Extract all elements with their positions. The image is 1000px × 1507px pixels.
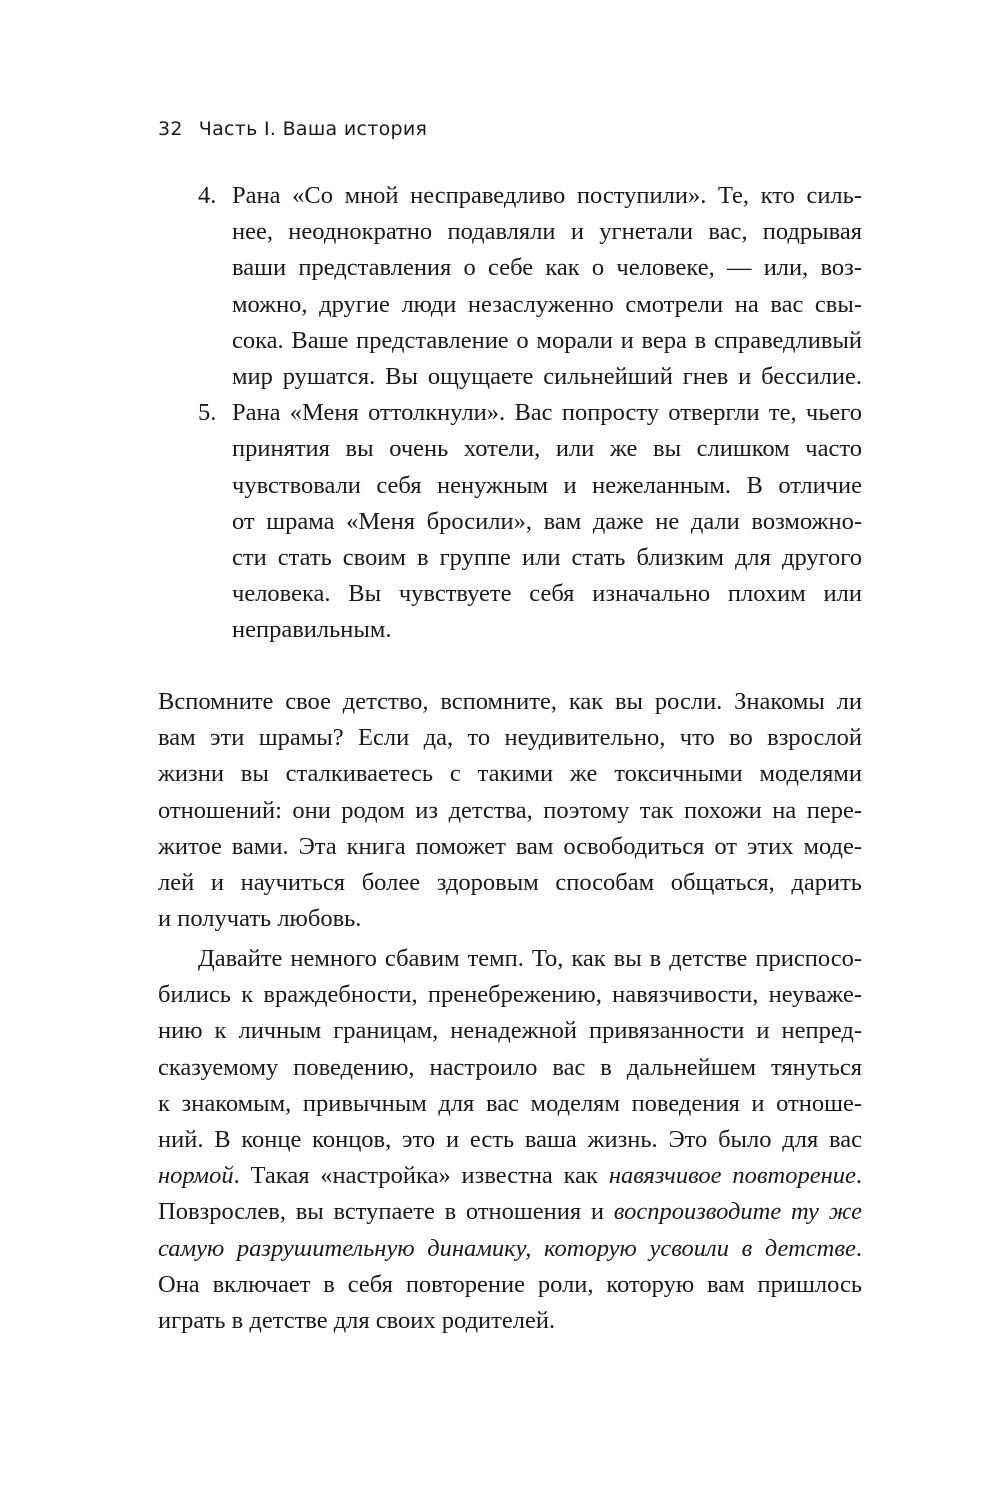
numbered-list bbox=[158, 178, 862, 648]
text-line: Она включает в себя повторение роли, которую вам пришлось bbox=[158, 1270, 862, 1298]
page-number: 32 bbox=[158, 118, 183, 140]
text-line bbox=[158, 1158, 862, 1194]
italic-text: самую разрушительную динамику, которую усвоили в детстве bbox=[158, 1234, 856, 1262]
text-line: сти стать своим в группе или стать близким для другого bbox=[232, 543, 862, 571]
text-line: бились к враждебности, пренебрежению, навязчивости, неуваже- bbox=[158, 981, 862, 1009]
text-line: сока. Ваше представление о морали и вера в справедливый bbox=[232, 326, 862, 354]
list-item bbox=[158, 395, 862, 648]
text-line: лей и научиться более здоровым способам общаться, дарить bbox=[158, 868, 862, 896]
text-line: можно, другие люди незаслуженно смотрели на вас свы- bbox=[232, 290, 862, 318]
text-line: Рана «Со мной несправедливо поступили». Те, кто силь- bbox=[232, 182, 862, 209]
text-span: . Такая «настройка» известна как bbox=[233, 1162, 609, 1190]
text-line: от шрама «Меня бросили», вам даже не дали возможно- bbox=[232, 507, 862, 535]
text-line: Давайте немного сбавим темп. То, как вы в детстве приспосо- bbox=[198, 945, 862, 972]
text-span: Повзрослев, вы вступаете в отношения и bbox=[158, 1198, 614, 1226]
text-line: вам эти шрамы? Если да, то неудивительно, что во взрослой bbox=[158, 724, 862, 752]
text-line: нее, неоднократно подавляли и угнетали вас, подрывая bbox=[232, 218, 862, 246]
running-head bbox=[158, 118, 427, 140]
text-line: нию к личным границам, ненадежной привязанности и непред- bbox=[158, 1017, 862, 1045]
paragraph-2 bbox=[158, 941, 862, 1339]
text-line: ваши представления о себе как о человеке, — или, воз- bbox=[232, 254, 862, 282]
text-line: и получать любовь. bbox=[158, 905, 362, 933]
text-line: человека. Вы чувствуете себя изначально плохим или bbox=[232, 580, 862, 608]
text-line: Рана «Меня оттолкнули». Вас попросту отвергли те, чьего bbox=[232, 399, 862, 427]
text-line: житое вами. Эта книга поможет вам освободиться от этих моде- bbox=[158, 832, 862, 860]
text-line: чувствовали себя ненужным и нежеланным. В отличие bbox=[232, 471, 862, 499]
running-title: Часть I. Ваша история bbox=[198, 118, 428, 140]
italic-text: воспроизводите ту же bbox=[613, 1198, 863, 1226]
text-line: Вспомните свое детство, вспомните, как вы росли. Знакомы ли bbox=[158, 688, 862, 715]
text-line: играть в детстве для своих родителей. bbox=[158, 1306, 556, 1334]
text-line: мир рушатся. Вы ощущаете сильнейший гнев и бессилие. bbox=[232, 362, 862, 390]
list-item-text bbox=[232, 395, 862, 648]
text-line: ний. В конце концов, это и есть ваша жизнь. Это было для вас bbox=[158, 1125, 862, 1153]
text-line: сказуемому поведению, настроило вас в дальнейшем тянуться bbox=[158, 1053, 862, 1081]
text-line: принятия вы очень хотели, или же вы слишком часто bbox=[232, 435, 862, 463]
list-item-text bbox=[232, 178, 862, 395]
text-line: отношений: они родом из детства, поэтому так похожи на пере- bbox=[158, 796, 862, 824]
text-span: . bbox=[855, 1162, 862, 1190]
text-line bbox=[158, 1194, 862, 1230]
text-line: к знакомым, привычным для вас моделям поведения и отноше- bbox=[158, 1089, 862, 1117]
list-item-number: 5. bbox=[198, 399, 217, 427]
italic-text: навязчивое повторение bbox=[608, 1162, 856, 1190]
italic-text: нормой bbox=[158, 1162, 234, 1190]
list-item bbox=[158, 178, 862, 395]
text-line: жизни вы сталкиваетесь с такими же токсичными моделями bbox=[158, 760, 862, 788]
text-line: неправильным. bbox=[232, 616, 392, 644]
list-item-number: 4. bbox=[198, 182, 217, 209]
text-line bbox=[158, 1231, 862, 1267]
text-span: . bbox=[855, 1234, 862, 1262]
paragraph-1 bbox=[158, 684, 862, 937]
